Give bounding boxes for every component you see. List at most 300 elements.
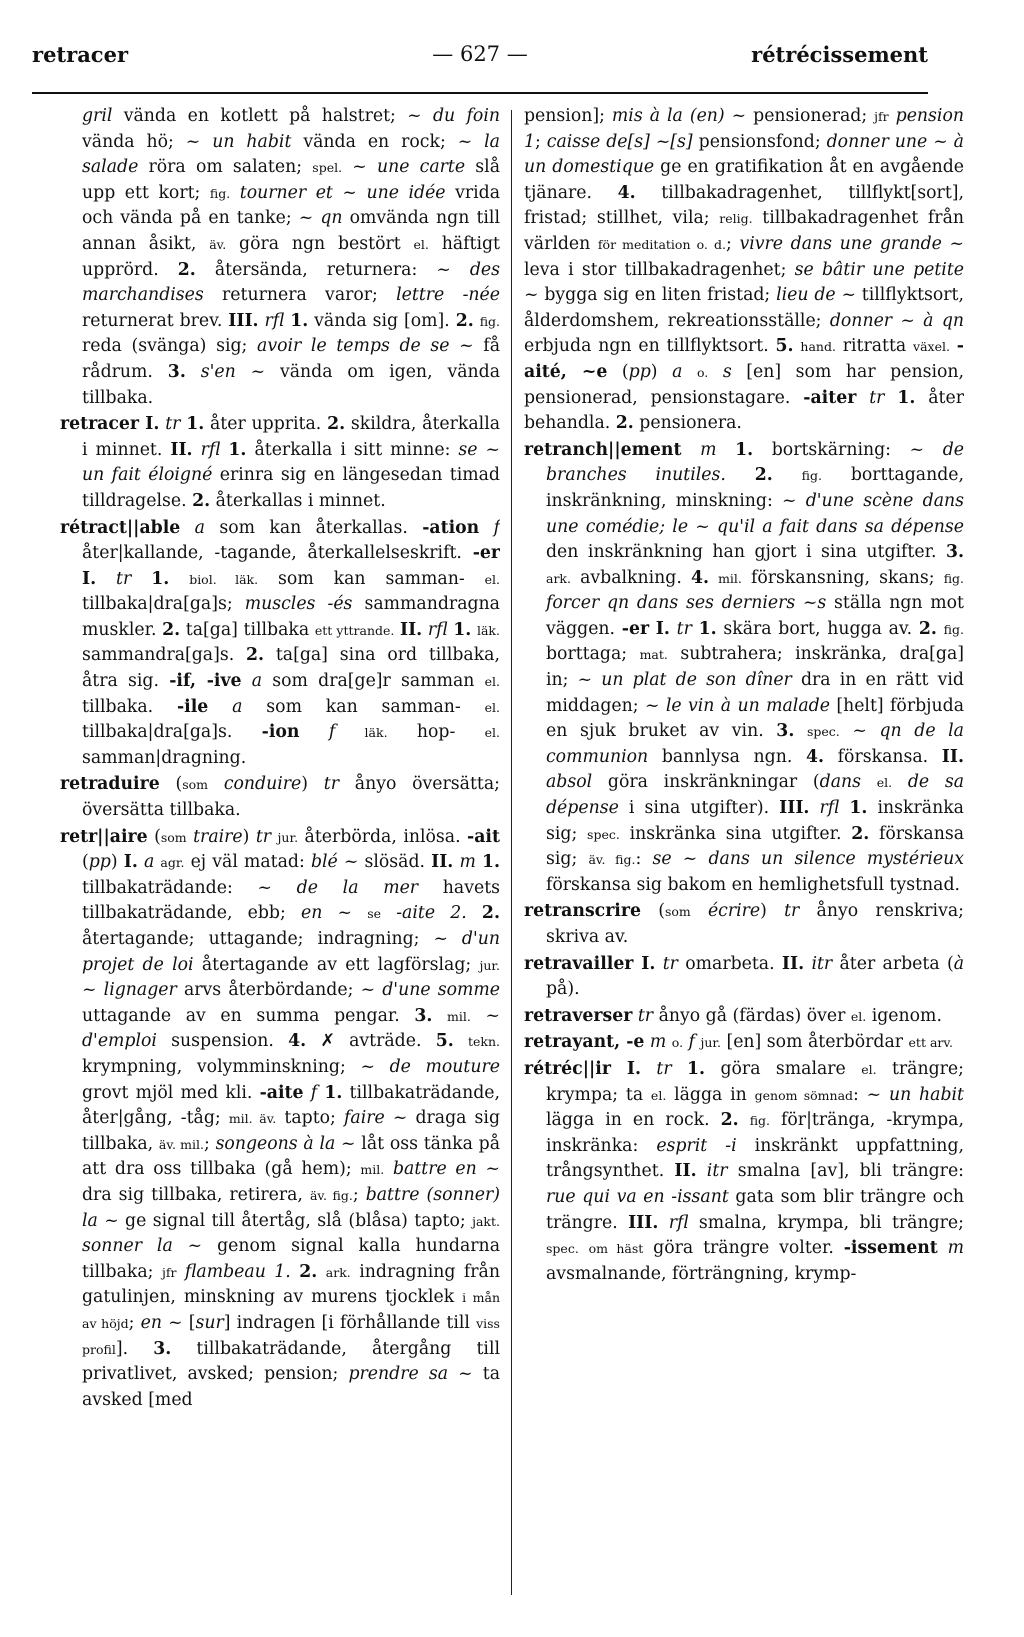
entry-text: 2.: [162, 619, 181, 640]
entry-text: [467, 903, 482, 923]
entry-text: sammandra[ga]s.: [82, 645, 246, 666]
entry-text: gata som blir trängre och trängre.: [546, 1186, 964, 1233]
entry-text: II.: [781, 953, 805, 974]
entry-text: tr: [255, 826, 272, 847]
entry-text: des marchandises: [82, 259, 500, 306]
entry-text: mat.: [639, 647, 668, 663]
entry-text: ta[ga] tillbaka: [180, 619, 315, 640]
dictionary-entry: [524, 438, 964, 899]
entry-text: tillbakadragenhet från världen: [524, 208, 964, 254]
entry-text: traire: [193, 826, 243, 847]
entry-text: 1.: [228, 439, 247, 460]
entry-text: på).: [546, 979, 580, 1000]
entry-text: -aite 2.: [396, 903, 467, 924]
headword: retrayant, -e: [524, 1032, 645, 1053]
entry-text: s'en ~: [200, 361, 266, 382]
entry-text: smalna [av], bli trängre:: [727, 1161, 964, 1182]
entry-text: vända en kotlett på halstret; ~: [112, 106, 433, 126]
entry-text: spec.: [546, 1241, 579, 1257]
entry-text: [739, 1110, 750, 1130]
entry-text: f: [310, 1082, 318, 1103]
entry-text: [304, 1083, 311, 1103]
entry-text: ;: [535, 131, 547, 152]
entry-text: se ~ un fait éloigné: [82, 439, 500, 486]
entry-text: ånyo översätta; översätta tillbaka.: [82, 774, 500, 821]
dictionary-entry: [60, 104, 500, 411]
entry-text: återkalla i sitt minne:: [246, 439, 459, 460]
entry-text: jur.: [700, 1035, 721, 1051]
entry-text: tr: [784, 901, 800, 922]
entry-text: 2.: [481, 903, 500, 924]
entry-text: 1.: [151, 568, 170, 589]
entry-text: [176, 1262, 184, 1282]
entry-text: viss profil: [82, 1315, 500, 1357]
entry-text: itr: [706, 1161, 728, 1182]
entry-text: itr: [811, 953, 833, 974]
dictionary-entry: [524, 899, 964, 950]
entry-text: vrida och vända på en tanke; ~: [82, 182, 500, 229]
entry-text: du foin: [433, 106, 500, 126]
entry-text: ;: [352, 1184, 366, 1205]
entry-text: reda (svänga) sig;: [82, 336, 258, 357]
entry-text: äv. fig.: [309, 1187, 353, 1203]
entry-text: läk.: [364, 725, 388, 741]
entry-text: spec.: [806, 724, 840, 740]
entry-text: absol: [546, 772, 593, 793]
entry-text: som kan samman-: [242, 696, 485, 717]
entry-text: slå upp ett kort;: [82, 157, 500, 203]
entry-text: återkallas i minnet.: [210, 490, 386, 511]
entry-text: draga sig tillbaka,: [82, 1108, 500, 1154]
entry-text: relig.: [719, 211, 753, 227]
entry-text: ): [650, 361, 673, 382]
entry-text: songeons à la ~: [215, 1133, 356, 1154]
left-column: [60, 104, 500, 1604]
entry-text: un habit: [212, 131, 292, 152]
entry-text: ;: [203, 1133, 216, 1154]
entry-text: tillbaka|dra[ga]s.: [82, 722, 262, 743]
entry-text: prendre sa ~: [348, 1364, 473, 1385]
entry-text: suspension.: [156, 1031, 289, 1052]
entry-text: pension 1: [524, 106, 964, 152]
entry-text: la salade: [82, 131, 500, 178]
entry-text: (: [640, 901, 665, 922]
entry-text: 2.: [299, 1261, 318, 1282]
entry-text: dra in en rätt vid middagen; ~: [546, 670, 964, 716]
entry-text: 4.: [690, 567, 709, 588]
entry-text: [691, 901, 708, 921]
entry-text: ta[ga] sina ord tillbaka, åtra sig.: [82, 645, 500, 692]
entry-text: [230, 183, 240, 203]
entry-text: 5.: [775, 336, 794, 357]
entry-text: [317, 1262, 325, 1282]
entry-text: 1.: [897, 387, 916, 408]
entry-text: lägga in en rock.: [546, 1110, 721, 1131]
header-rule: [32, 92, 928, 94]
entry-text: åter arbeta (: [832, 953, 954, 974]
dictionary-entry: [60, 412, 500, 514]
entry-text: vända hö; ~: [82, 131, 213, 152]
entry-text: en ~: [301, 903, 353, 924]
entry-text: returnera varor;: [203, 285, 397, 306]
entry-text: [794, 721, 807, 741]
entry-text: (: [607, 361, 629, 382]
entry-text: slösäd.: [358, 852, 432, 873]
entry-text: lägga in: [666, 1084, 755, 1105]
headword: retr||aire: [60, 826, 148, 847]
entry-text: vivre dans une grande ~: [739, 233, 964, 254]
headword: -issement: [843, 1238, 938, 1259]
entry-text: erbjuda ngn en tillflyktsort.: [524, 336, 776, 357]
entry-text: [335, 722, 364, 742]
entry-text: 2.: [754, 465, 773, 486]
entry-text: rfl: [819, 798, 840, 819]
header-last-headword: rétrécissement: [751, 42, 928, 67]
entry-text: II.: [170, 439, 193, 460]
entry-text: ~: [839, 721, 880, 742]
entry-text: jur.: [277, 829, 299, 845]
headword: rétréc||ir I.: [524, 1058, 641, 1079]
entry-text: ta avsked [med: [82, 1364, 500, 1410]
entry-text: krympning, volymminskning; ~: [82, 1056, 390, 1077]
entry-text: [692, 619, 699, 639]
entry-text: avbalkning.: [570, 567, 691, 588]
dictionary-entry: [60, 516, 500, 772]
entry-text: de mouture: [389, 1056, 500, 1077]
headword: retraduire: [60, 774, 160, 795]
entry-text: le vin à un malade: [665, 695, 830, 716]
entry-text: (: [147, 826, 161, 847]
entry-text: forcer qn dans ses derniers ~s: [546, 593, 827, 614]
entry-text: [131, 569, 151, 589]
entry-text: 2.: [455, 310, 474, 331]
entry-text: skära bort, hugga av.: [716, 618, 919, 639]
entry-text: m: [649, 1032, 667, 1053]
entry-text: [681, 440, 700, 460]
entry-text: 2.: [918, 618, 937, 639]
entry-text: tr: [656, 1058, 672, 1079]
entry-text: de la mer: [296, 877, 419, 898]
header-first-headword: retracer: [32, 42, 129, 67]
entry-text: som: [160, 829, 187, 845]
entry-text: [291, 1262, 299, 1282]
entry-text: sammandragna muskler.: [82, 594, 500, 640]
entry-text: f: [493, 517, 500, 538]
entry-text: genom sömnad: [754, 1087, 854, 1103]
headword: -aité, ~e: [524, 336, 964, 382]
entry-text: [658, 1213, 668, 1233]
entry-text: tr: [662, 953, 678, 974]
entry-text: [208, 774, 224, 794]
entry-text: lignager: [103, 980, 177, 1001]
entry-text: [242, 671, 252, 691]
entry-text: lettre -née: [396, 285, 500, 306]
entry-text: el.: [861, 1061, 877, 1077]
dictionary-entry: [60, 772, 500, 823]
entry-text: III.: [228, 310, 259, 331]
entry-text: conduire: [223, 774, 302, 795]
entry-text: [716, 440, 735, 460]
entry-text: [709, 568, 718, 588]
entry-text: som: [182, 777, 209, 793]
entry-text: bygga sig en liten fristad;: [538, 285, 777, 306]
entry-text: förskansa sig;: [546, 823, 964, 870]
entry-text: återtagande; uttagande; indragning; ~: [82, 929, 462, 949]
entry-text: trängre; krympa; ta: [546, 1058, 964, 1105]
entry-text: inskränka sina utgifter.: [619, 823, 852, 844]
entry-text: f: [688, 1032, 695, 1053]
entry-text: tapto;: [276, 1108, 344, 1129]
entry-text: 2.: [615, 413, 634, 434]
entry-text: [479, 518, 493, 538]
entry-text: se ~ dans un silence mystérieux: [652, 849, 964, 870]
headword: -er: [472, 543, 500, 564]
entry-text: som kan samman-: [258, 568, 485, 589]
dictionary-entry: [524, 952, 964, 1003]
entry-text: [938, 1238, 948, 1258]
entry-text: se: [367, 906, 382, 922]
entry-text: m: [947, 1238, 964, 1259]
entry-text: [helt] förbjuda en sjuk bruket av vin.: [546, 695, 964, 742]
entry-text: tr: [869, 387, 885, 408]
right-column: [524, 104, 964, 1604]
entry-text: återsända, returnera: ~: [195, 259, 470, 280]
entry-text: 3.: [167, 361, 186, 382]
entry-text: d'une scène dans une comédie; le ~ qu'il a fait dans sa dépense: [546, 490, 964, 537]
entry-text: inskränka sig;: [546, 798, 964, 844]
entry-text: [384, 1159, 393, 1179]
entry-text: ~: [470, 1005, 500, 1026]
entry-text: returnerat brev.: [82, 310, 229, 331]
entry-text: ark.: [546, 570, 571, 586]
entry-text: rfl: [264, 310, 285, 331]
entry-text: ): [110, 852, 124, 873]
entry-text: un habit: [888, 1084, 964, 1105]
headword: -ile: [177, 696, 209, 717]
entry-text: mil. äv.: [228, 1111, 277, 1127]
entry-text: samman|dragning.: [82, 747, 247, 768]
entry-text: häftigt upprörd.: [82, 233, 500, 280]
entry-text: tillflyktsort, ålderdomshem, rekreationsställe;: [524, 285, 964, 331]
entry-text: ge en gratifikation åt en avgående tjänare.: [524, 157, 964, 203]
entry-text: [672, 1059, 687, 1079]
entry-text: pp: [88, 852, 111, 873]
entry-text: som: [664, 904, 691, 920]
entry-text: mil.: [447, 1008, 471, 1024]
entry-text: d'un projet de loi: [82, 929, 500, 975]
entry-text: d'une somme: [382, 980, 500, 1001]
entry-text: [708, 362, 723, 382]
entry-text: åter uppritа.: [204, 414, 328, 435]
entry-text: växel.: [913, 339, 950, 355]
entry-text: ånyo gå (färdas) över: [653, 1005, 851, 1026]
entry-text: återtagande av ett lagförslag;: [193, 954, 480, 975]
entry-text: skildra, återkalla i minnet.: [82, 414, 500, 460]
entry-text: [641, 1059, 656, 1079]
entry-text: havets tillbakaträdande, ebb;: [82, 877, 500, 924]
headword: -ation: [422, 517, 480, 538]
entry-text: få rådrum.: [82, 336, 500, 382]
entry-text: i mån av höjd: [82, 1290, 500, 1331]
entry-text: f: [328, 722, 336, 743]
entry-text: rfl: [427, 619, 448, 640]
entry-text: fig.: [749, 1113, 770, 1129]
entry-text: s: [722, 361, 732, 382]
entry-text: genom signal kalla hundarna tillbaka;: [82, 1236, 500, 1282]
entry-text: [en] som har pension, pensionerad, pensionstagare.: [524, 361, 964, 408]
entry-text: 4.: [288, 1031, 307, 1052]
entry-text: [208, 697, 232, 717]
entry-text: ): [242, 826, 256, 847]
entry-text: mis à la (en) ~: [611, 106, 747, 126]
entry-text: faire ~: [344, 1108, 408, 1129]
entry-text: spec.: [587, 826, 620, 842]
entry-text: 4.: [617, 182, 636, 203]
headword: retravailler I.: [524, 953, 656, 974]
entry-text: pp: [628, 361, 651, 382]
dictionary-entry: [524, 1030, 964, 1056]
entry-text: une carte: [376, 157, 466, 178]
entry-text: äv. fig.: [588, 852, 636, 868]
entry-text: smalna, krympa, bli trängre;: [688, 1212, 964, 1233]
entry-text: ~: [342, 157, 377, 178]
entry-text: om häst: [588, 1241, 644, 1257]
entry-text: 3.: [776, 721, 795, 742]
entry-text: hop-: [387, 722, 485, 743]
entry-text: dra sig tillbaka, retirera,: [82, 1184, 310, 1205]
entry-text: gril: [82, 106, 113, 126]
entry-text: 3.: [945, 542, 964, 563]
headword: -ait: [467, 826, 500, 847]
entry-text: omarbeta.: [677, 953, 782, 974]
entry-text: jfr: [161, 1264, 177, 1280]
entry-text: 2.: [327, 414, 346, 435]
headword: retracer I.: [60, 414, 160, 435]
entry-text: II.: [400, 619, 423, 640]
entry-text: el.: [413, 236, 429, 252]
entry-text: I.: [655, 618, 670, 639]
entry-text: tourner et ~ une idée: [239, 182, 446, 203]
entry-text: fig.: [801, 468, 822, 484]
entry-text: åter behandla.: [524, 387, 964, 434]
entry-text: el.: [484, 725, 500, 741]
entry-text: [96, 569, 116, 589]
headword: -if, -ive: [169, 671, 242, 692]
entry-text: ett arv.: [908, 1035, 953, 1051]
entry-text: [889, 106, 896, 126]
entry-text: (: [159, 774, 183, 795]
entry-text: rfl: [668, 1212, 689, 1233]
entry-text: el.: [484, 674, 500, 690]
entry-text: [682, 362, 697, 382]
entry-text: ge signal till återtåg, slå (blåsa) tapto;: [118, 1210, 473, 1231]
entry-text: [937, 619, 944, 639]
entry-text: qn de la communion: [546, 721, 964, 767]
entry-text: 5.: [435, 1031, 454, 1052]
entry-text: hand.: [800, 339, 836, 355]
entry-text: avoir le temps de se ~: [257, 336, 474, 357]
entry-text: vända om igen, vända tillbaka.: [82, 361, 500, 408]
entry-text: [299, 722, 328, 742]
entry-text: fig.: [943, 570, 964, 586]
entry-text: tekn.: [467, 1034, 500, 1050]
entry-text: [773, 465, 802, 485]
headword: -er: [621, 618, 650, 639]
entry-text: ritratta: [835, 336, 914, 357]
entry-text: qn: [320, 208, 343, 229]
entry-text: [454, 1031, 468, 1051]
entry-text: låt oss tänka på att dra oss tillbaka (gå hem);: [82, 1133, 500, 1180]
entry-text: [381, 903, 396, 923]
entry-text: subtrahera; inskränka, dra[ga] in; ~: [546, 644, 964, 691]
entry-text: ett yttrande.: [314, 622, 395, 638]
entry-text: [950, 336, 957, 356]
entry-text: [839, 798, 849, 818]
entry-text: [186, 362, 201, 382]
entry-text: förskansning, skans;: [741, 567, 944, 588]
headword: -aiter: [803, 387, 857, 408]
entry-text: äv.: [209, 236, 227, 252]
entry-text: caisse de[s] ~[s]: [546, 131, 693, 152]
column-divider: [511, 110, 512, 1595]
entry-text: biol. läk.: [189, 571, 259, 587]
entry-text: 3.: [414, 1005, 433, 1026]
entry-text: tillbaka|dra[ga]s;: [82, 594, 245, 615]
headword: retranscrire: [524, 901, 641, 922]
entry-text: [884, 388, 897, 408]
entry-text: pension];: [524, 106, 612, 126]
entry-text: battre en ~: [392, 1159, 500, 1180]
entry-text: tr: [165, 414, 181, 435]
entry-text: förskansa sig bakom en hemlighetsfull tystnad.: [546, 874, 961, 895]
entry-text: flambeau 1.: [184, 1261, 291, 1282]
headword: -ion: [261, 722, 300, 743]
headword: retranch||ement: [524, 439, 682, 460]
entry-text: göra smalare: [705, 1058, 862, 1079]
entry-text: se bâtir une petite ~: [524, 259, 964, 306]
dictionary-entry: [524, 104, 964, 437]
entry-text: écrire: [707, 901, 761, 922]
entry-text: läk.: [476, 622, 500, 638]
entry-text: indragning från gatulinjen, minskning av murens tjocklek: [82, 1261, 500, 1308]
entry-text: [856, 388, 869, 408]
entry-text: göra trängre volter.: [643, 1238, 844, 1259]
entry-text: jur.: [479, 957, 500, 973]
entry-text: el.: [650, 1087, 667, 1103]
entry-text: tr: [637, 1005, 654, 1026]
entry-text: leva i stor tillbakadragenhet;: [524, 259, 795, 280]
entry-text: vända en rock; ~: [291, 131, 485, 152]
entry-text: göra ngn bestört: [226, 233, 414, 254]
entry-text: a: [232, 696, 243, 717]
entry-text: för|tränga, -krympa, inskränka:: [546, 1110, 964, 1156]
entry-text: agr.: [160, 855, 185, 871]
entry-text: tillbakaträdande: ~: [82, 877, 297, 898]
entry-text: [649, 619, 656, 639]
entry-text: el.: [876, 775, 893, 791]
entry-text: som dra[ge]r samman: [262, 671, 485, 692]
entry-text: donner une ~ à un domestique: [524, 131, 964, 178]
page-header: [32, 42, 928, 82]
entry-text: mil.: [718, 570, 742, 586]
entry-text: åter|kallande, -tagande, återkallelseskrift.: [82, 543, 473, 564]
entry-text: el.: [484, 571, 500, 587]
entry-text: jfr: [874, 109, 889, 124]
entry-text: som kan återkallas.: [204, 517, 423, 538]
entry-text: 1.: [453, 619, 472, 640]
entry-text: : ~: [853, 1084, 889, 1105]
entry-text: III.: [628, 1212, 659, 1233]
